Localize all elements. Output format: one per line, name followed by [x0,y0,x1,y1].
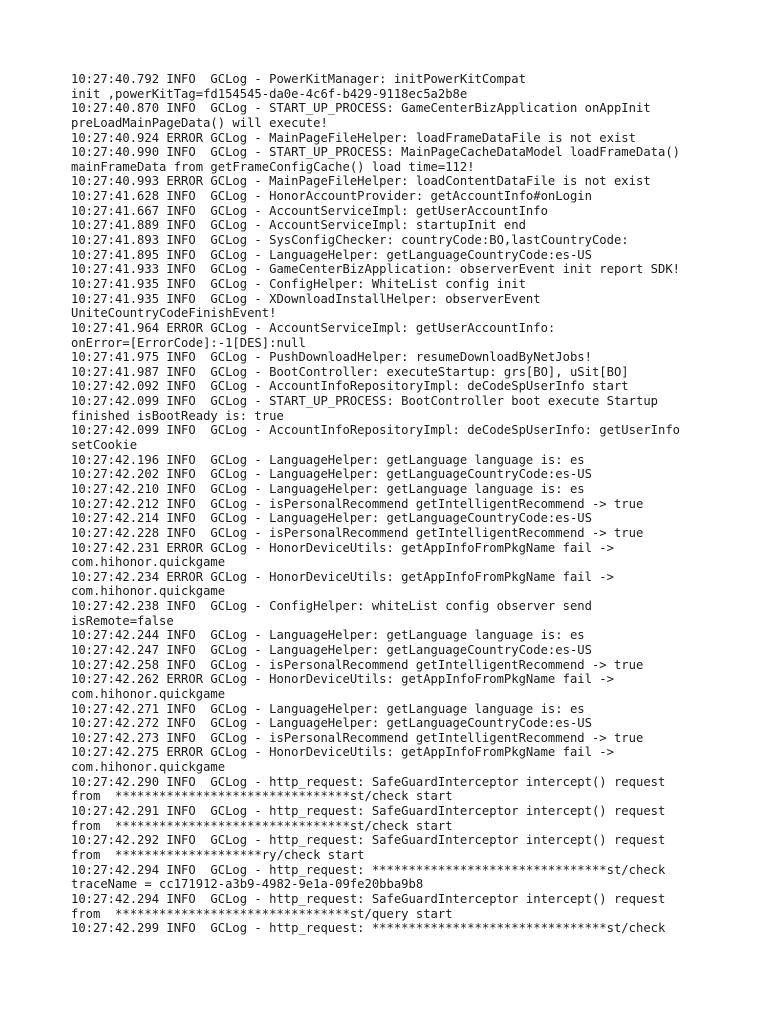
log-line: from ********************************st/check start [71,789,453,804]
log-line: 10:27:41.895 INFO GCLog - LanguageHelper: getLanguageCountryCode:es-US [71,247,592,262]
log-line: UniteCountryCodeFinishEvent! [71,306,277,321]
log-line: from ********************ry/check start [71,847,365,862]
log-line: 10:27:41.667 INFO GCLog - AccountServiceImpl: getUserAccountInfo [71,203,548,218]
log-line: 10:27:42.292 INFO GCLog - http_request: SafeGuardInterceptor intercept() request [71,833,666,848]
log-line: 10:27:42.299 INFO GCLog - http_request: ********************************st/check [71,921,666,936]
log-line: 10:27:41.987 INFO GCLog - BootController: executeStartup: grs[BO], uSit[BO] [71,364,629,379]
log-line: 10:27:42.238 INFO GCLog - ConfigHelper: whiteList config observer send [71,599,592,614]
log-line: 10:27:40.993 ERROR GCLog - MainPageFileHelper: loadContentDataFile is not exist [71,174,651,189]
log-line: finished isBootReady is: true [71,408,284,423]
log-line: 10:27:41.893 INFO GCLog - SysConfigChecker: countryCode:BO,lastCountryCode: [71,233,629,248]
log-line: 10:27:41.933 INFO GCLog - GameCenterBizApplication: observerEvent init report SDK! [71,262,681,277]
log-line: 10:27:42.273 INFO GCLog - isPersonalRecommend getIntelligentRecommend -> true [71,730,644,745]
log-line: preLoadMainPageData() will execute! [71,115,328,130]
log-line: 10:27:40.990 INFO GCLog - START_UP_PROCESS: MainPageCacheDataModel loadFrameData() [71,145,681,160]
log-line: 10:27:42.247 INFO GCLog - LanguageHelper: getLanguageCountryCode:es-US [71,642,592,657]
log-line: 10:27:41.975 INFO GCLog - PushDownloadHelper: resumeDownloadByNetJobs! [71,350,592,365]
log-line: 10:27:42.099 INFO GCLog - START_UP_PROCESS: BootController boot execute Startup [71,394,658,409]
log-line: 10:27:41.935 INFO GCLog - ConfigHelper: WhiteList config init [71,276,526,291]
log-line: init ,powerKitTag=fd154545-da0e-4c6f-b429-9118ec5a2b8e [71,86,468,101]
log-line: 10:27:42.271 INFO GCLog - LanguageHelper: getLanguage language is: es [71,701,585,716]
log-text-body [71,72,761,936]
log-line: 10:27:42.231 ERROR GCLog - HonorDeviceUtils: getAppInfoFromPkgName fail -> [71,540,614,555]
log-line: setCookie [71,438,138,453]
log-line: 10:27:41.935 INFO GCLog - XDownloadInstallHelper: observerEvent [71,291,541,306]
log-line: 10:27:42.272 INFO GCLog - LanguageHelper: getLanguageCountryCode:es-US [71,716,592,731]
log-line: 10:27:42.291 INFO GCLog - http_request: SafeGuardInterceptor intercept() request [71,804,666,819]
log-line: 10:27:42.099 INFO GCLog - AccountInfoRepositoryImpl: deCodeSpUserInfo: getUserInfo [71,423,681,438]
log-line: 10:27:41.628 INFO GCLog - HonorAccountProvider: getAccountInfo#onLogin [71,189,592,204]
log-line: from ********************************st/query start [71,906,453,921]
log-line: from ********************************st/check start [71,818,453,833]
log-line: 10:27:42.196 INFO GCLog - LanguageHelper: getLanguage language is: es [71,452,585,467]
log-line: 10:27:40.924 ERROR GCLog - MainPageFileHelper: loadFrameDataFile is not exist [71,130,636,145]
log-line: 10:27:42.290 INFO GCLog - http_request: SafeGuardInterceptor intercept() request [71,774,666,789]
log-line: com.hihonor.quickgame [71,686,226,701]
log-line: 10:27:42.234 ERROR GCLog - HonorDeviceUtils: getAppInfoFromPkgName fail -> [71,569,614,584]
log-line: isRemote=false [71,613,174,628]
log-line: mainFrameData from getFrameConfigCache() load time=112! [71,159,475,174]
log-line: 10:27:42.228 INFO GCLog - isPersonalRecommend getIntelligentRecommend -> true [71,525,644,540]
log-line: 10:27:42.214 INFO GCLog - LanguageHelper: getLanguageCountryCode:es-US [71,511,592,526]
log-line: 10:27:42.210 INFO GCLog - LanguageHelper: getLanguage language is: es [71,481,585,496]
log-line: 10:27:40.870 INFO GCLog - START_UP_PROCESS: GameCenterBizApplication onAppInit [71,101,651,116]
log-line: traceName = cc171912-a3b9-4982-9e1a-09fe20bba9b8 [71,877,424,892]
log-line: 10:27:42.244 INFO GCLog - LanguageHelper: getLanguage language is: es [71,628,585,643]
log-line: 10:27:42.262 ERROR GCLog - HonorDeviceUtils: getAppInfoFromPkgName fail -> [71,672,614,687]
log-line: 10:27:42.294 INFO GCLog - http_request: SafeGuardInterceptor intercept() request [71,891,666,906]
log-line: com.hihonor.quickgame [71,584,226,599]
log-line: 10:27:42.275 ERROR GCLog - HonorDeviceUtils: getAppInfoFromPkgName fail -> [71,745,614,760]
log-line: 10:27:42.258 INFO GCLog - isPersonalRecommend getIntelligentRecommend -> true [71,657,644,672]
log-line: com.hihonor.quickgame [71,760,226,775]
log-line: 10:27:42.294 INFO GCLog - http_request: ********************************st/check [71,862,666,877]
log-line: 10:27:41.889 INFO GCLog - AccountServiceImpl: startupInit end [71,218,526,233]
log-line: com.hihonor.quickgame [71,555,226,570]
log-line: 10:27:42.212 INFO GCLog - isPersonalRecommend getIntelligentRecommend -> true [71,496,644,511]
log-line: 10:27:42.202 INFO GCLog - LanguageHelper: getLanguageCountryCode:es-US [71,467,592,482]
log-line: 10:27:40.792 INFO GCLog - PowerKitManager: initPowerKitCompat [71,72,526,86]
log-line: 10:27:41.964 ERROR GCLog - AccountServiceImpl: getUserAccountInfo: [71,320,556,335]
log-line: 10:27:42.092 INFO GCLog - AccountInfoRepositoryImpl: deCodeSpUserInfo start [71,379,629,394]
log-line: onError=[ErrorCode]:-1[DES]:null [71,335,306,350]
